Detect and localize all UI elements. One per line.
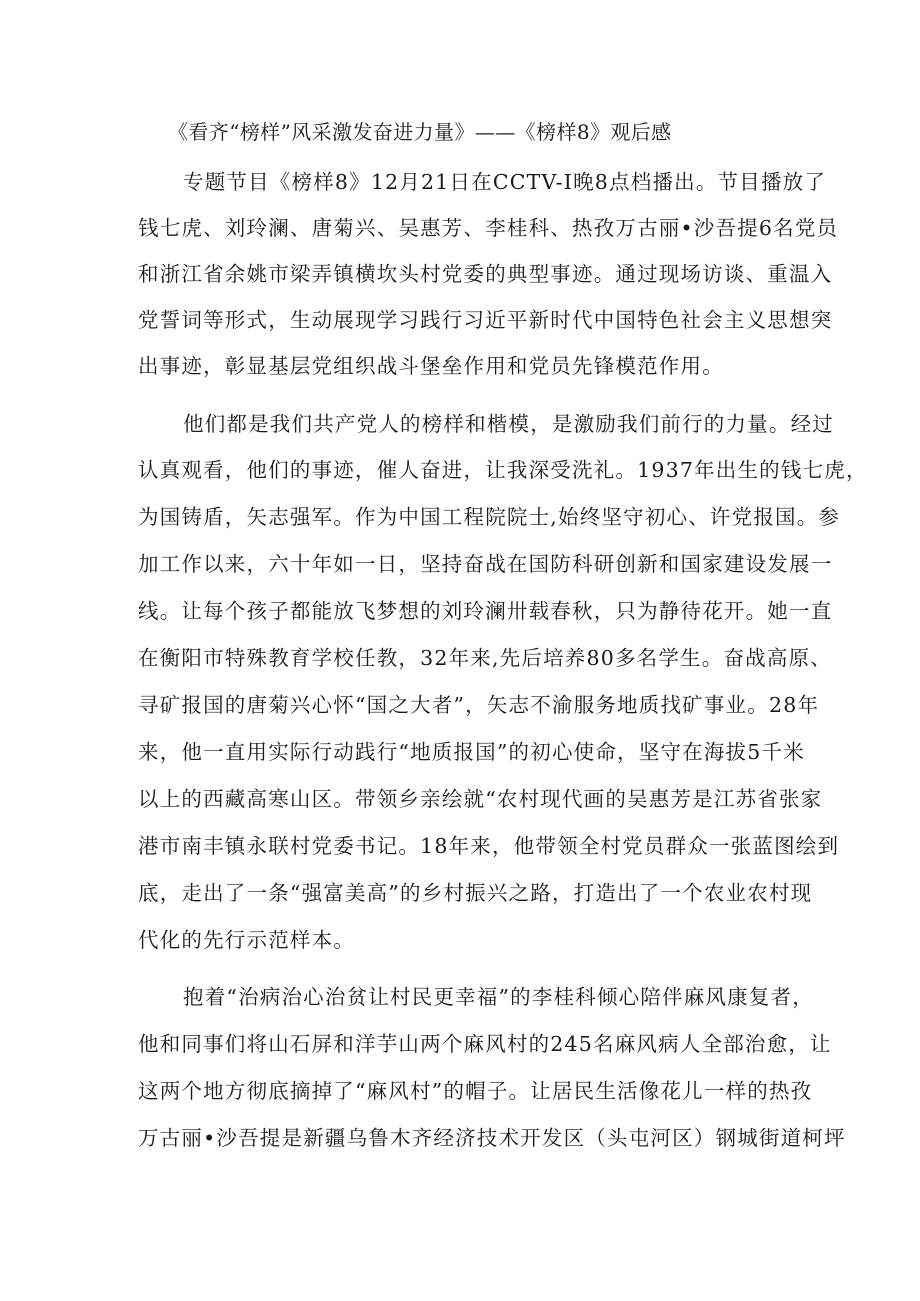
paragraph-1-line-3: 和浙江省余姚市梁弄镇横坎头村党委的典型事迹。通过现场访谈、重温入: [138, 262, 833, 286]
paragraph-2-line-8: 来，他一直用实际行动践行“地质报国”的初心使命，坚守在海拔5千米: [138, 740, 805, 764]
paragraph-3-line-2: 他和同事们将山石屏和洋芋山两个麻风村的245名麻风病人全部治愈，让: [138, 1032, 832, 1056]
paragraph-2-line-11: 底，走出了一条“强富美高”的乡村振兴之路，打造出了一个农业农村现: [138, 881, 813, 905]
document-title: 《看齐“榜样”风采激发奋进力量》——《榜样8》观后感: [168, 120, 672, 144]
paragraph-2-line-3: 为国铸盾，矢志强军。作为中国工程院院士,始终坚守初心、许党报国。参: [138, 505, 841, 529]
paragraph-2-line-6: 在衡阳市特殊教育学校任教，32年来,先后培养80多名学生。奋战高原、: [138, 646, 832, 670]
paragraph-2-line-10: 港市南丰镇永联村党委书记。18年来，他带领全村党员群众一张蓝图绘到: [138, 834, 840, 858]
paragraph-1-line-5: 出事迹，彰显基层党组织战斗堡垒作用和党员先锋模范作用。: [138, 354, 724, 378]
paragraph-2-line-7: 寻矿报国的唐菊兴心怀“国之大者”，矢志不渝服务地质找矿事业。28年: [138, 693, 820, 717]
paragraph-2-line-5: 线。让每个孩子都能放飞梦想的刘玲澜卅载春秋，只为静待花开。她一直: [138, 599, 833, 623]
paragraph-2-line-1: 他们都是我们共产党人的榜样和楷模，是激励我们前行的力量。经过: [183, 412, 834, 436]
paragraph-1-line-4: 党誓词等形式，生动展现学习践行习近平新时代中国特色社会主义思想突: [138, 308, 833, 332]
paragraph-3-line-1: 抱着“治病治心治贫让村民更幸福”的李桂科倾心陪伴麻风康复者，: [183, 985, 814, 1009]
paragraph-1-line-2: 钱七虎、刘玲澜、唐菊兴、吴惠芳、李桂科、热孜万古丽•沙吾提6名党员: [138, 216, 839, 240]
paragraph-2-line-4: 加工作以来，六十年如一日，坚持奋战在国防科研创新和国家建设发展一: [138, 552, 833, 576]
paragraph-2-line-2: 认真观看，他们的事迹，催人奋进，让我深受洗礼。1937年出生的钱七虎，: [138, 458, 868, 482]
paragraph-3-line-4: 万古丽•沙吾提是新疆乌鲁木齐经济技术开发区（头屯河区）钢城街道柯坪: [138, 1126, 846, 1150]
paragraph-1-line-1: 专题节目《榜样8》12月21日在CCTV-I晚8点档播出。节目播放了: [183, 170, 827, 194]
paragraph-2-line-9: 以上的西藏高寒山区。带领乡亲绘就“农村现代画的吴惠芳是江苏省张家: [138, 787, 823, 811]
paragraph-2-line-12: 代化的先行示范样本。: [138, 928, 355, 952]
paragraph-3-line-3: 这两个地方彻底摘掉了“麻风村”的帽子。让居民生活像花儿一样的热孜: [138, 1079, 813, 1103]
